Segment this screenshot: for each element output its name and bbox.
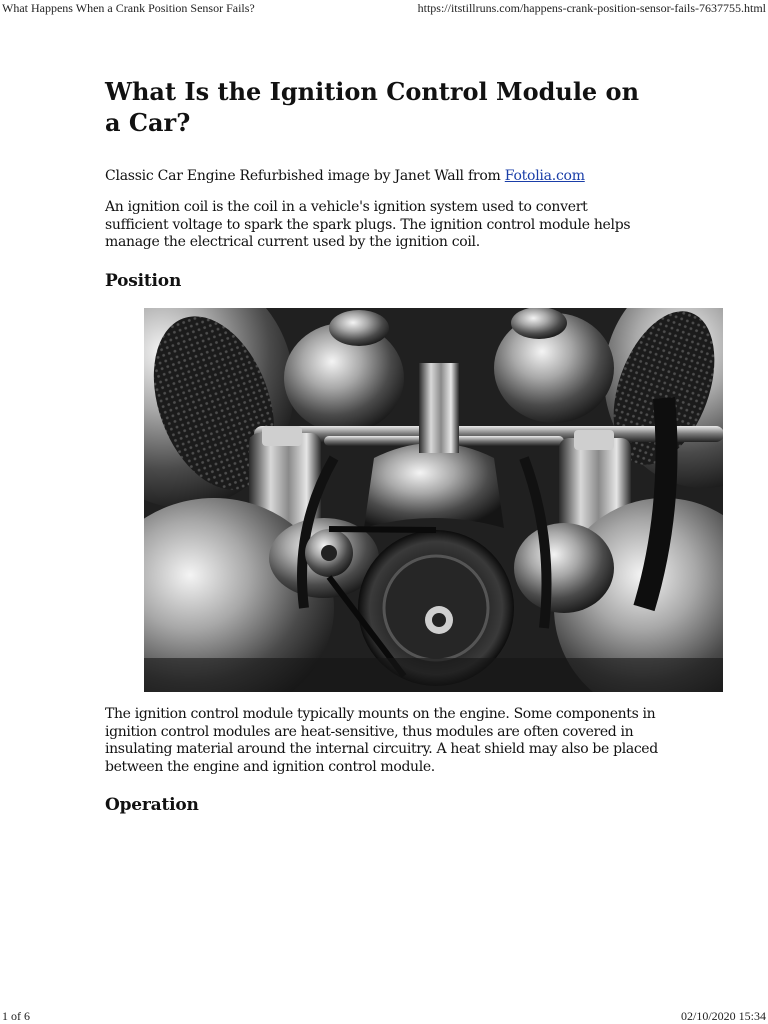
position-paragraph: The ignition control module typically mounts on the engine. Some components in ignition control modules are heat-sensitive, thus modules are often covered in insulating material around the internal circuitry. A heat shield may also be placed between the engine and ignition control module. bbox=[105, 706, 658, 775]
image-credit bbox=[105, 167, 665, 185]
engine-photo bbox=[144, 308, 723, 692]
print-header bbox=[0, 0, 768, 16]
print-footer bbox=[0, 1008, 768, 1024]
section-heading-position: Position bbox=[105, 270, 182, 291]
engine-photo-illustration bbox=[144, 308, 723, 692]
print-timestamp: 02/10/2020 15:34 bbox=[680, 1009, 766, 1023]
intro-paragraph: An ignition coil is the coil in a vehicle's ignition system used to convert sufficient voltage to spark the spark plugs. The ignition control module helps manage the electrical current used by the ignition coil. bbox=[105, 199, 631, 250]
image-credit-text: Classic Car Engine Refurbished image by Janet Wall from bbox=[105, 168, 505, 184]
article bbox=[105, 76, 665, 292]
page-number: 1 of 6 bbox=[2, 1009, 30, 1023]
print-page-title: What Happens When a Crank Position Sensor Fails? bbox=[2, 1, 255, 15]
section-heading-operation: Operation bbox=[105, 795, 199, 815]
fotolia-link[interactable]: Fotolia.com bbox=[504, 168, 585, 184]
article-title: What Is the Ignition Control Module on a Car? bbox=[105, 77, 640, 137]
print-url[interactable]: https://itstillruns.com/happens-crank-position-sensor-fails-7637755.html bbox=[417, 1, 766, 15]
